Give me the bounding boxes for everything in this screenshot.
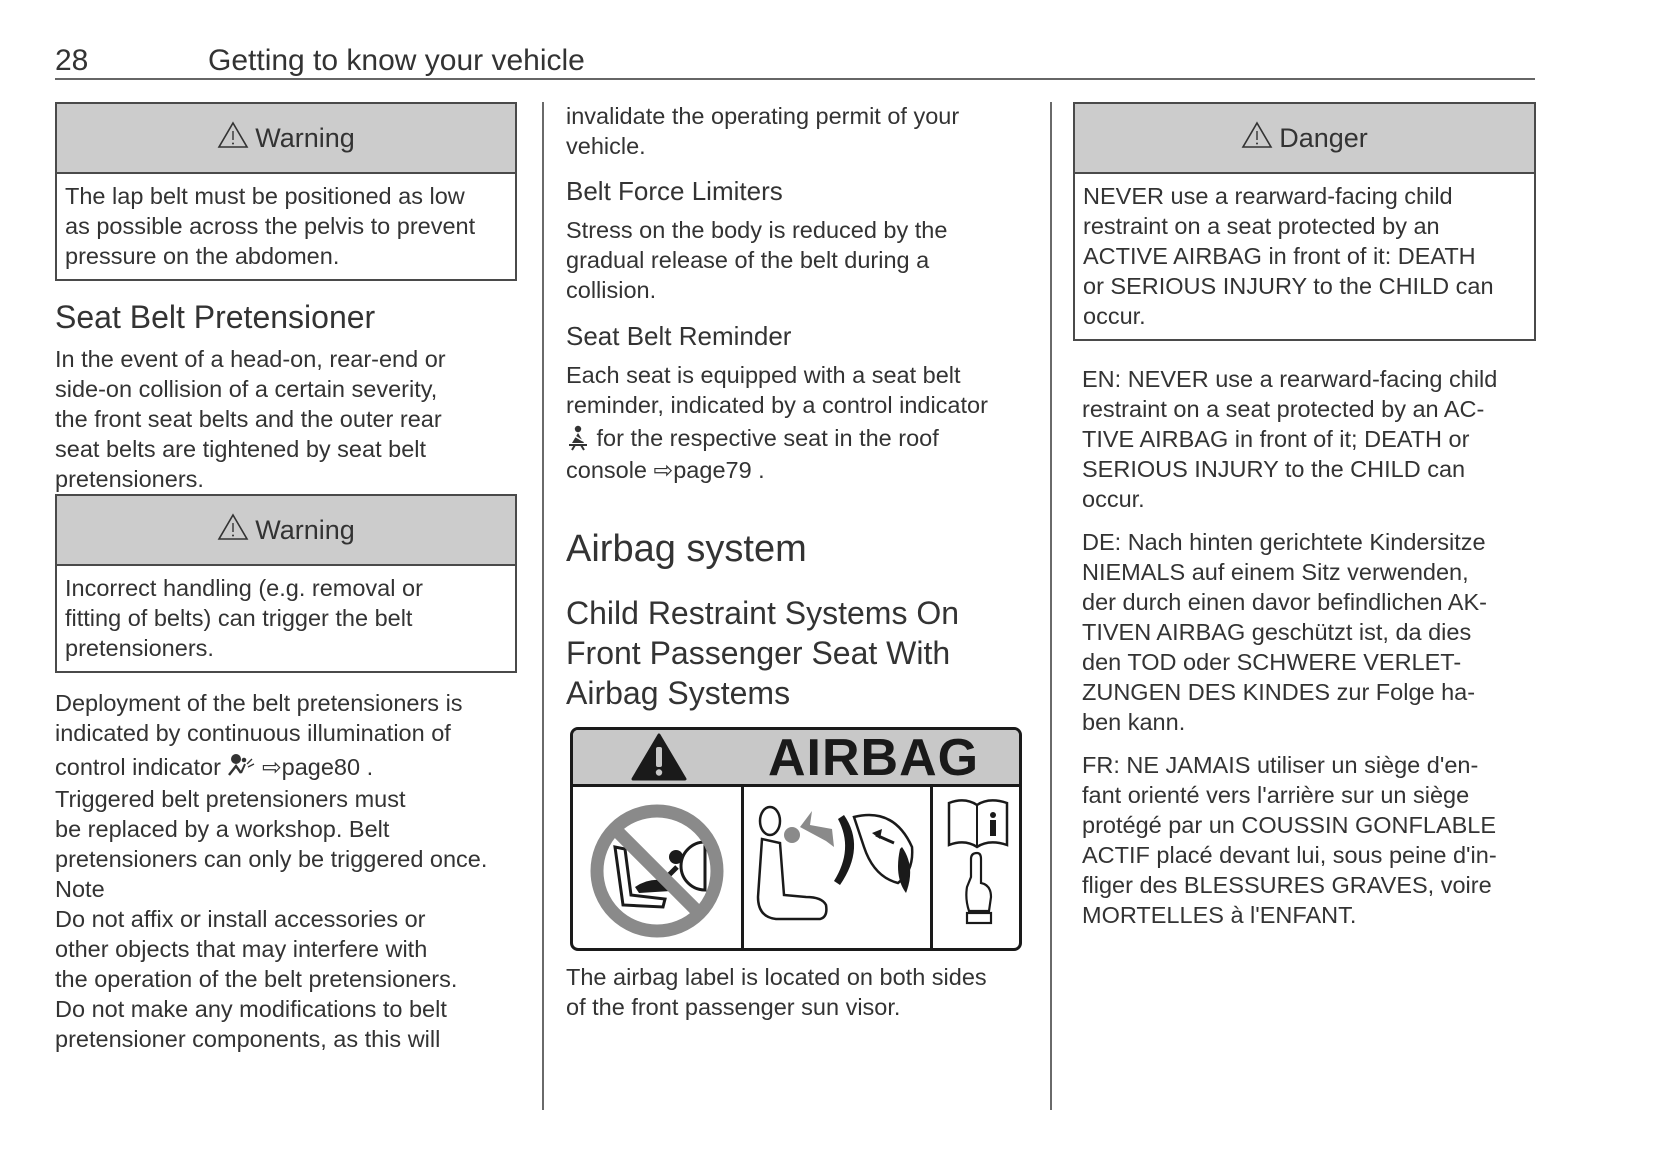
text-line: or SERIOUS INJURY to the CHILD can bbox=[1083, 273, 1494, 299]
text-line: the front seat belts and the outer rear bbox=[55, 406, 442, 432]
warning-box-body bbox=[57, 566, 515, 669]
text-line: as possible across the pelvis to prevent bbox=[65, 213, 476, 239]
page-reference-link[interactable]: page80 bbox=[281, 754, 361, 780]
pretensioner-paragraph bbox=[55, 344, 525, 494]
text-line: EN: NEVER use a rearward-facing child bbox=[1082, 366, 1498, 392]
text-line: collision. bbox=[566, 277, 657, 303]
airbag-label-header bbox=[573, 730, 1019, 787]
airbag-label-title: AIRBAG bbox=[768, 729, 980, 787]
text-line: MORTELLES à l'ENFANT. bbox=[1082, 902, 1357, 928]
airbag-deploy-seat-icon bbox=[744, 787, 933, 950]
text-line: TIVE AIRBAG in front of it; DEATH or bbox=[1082, 426, 1470, 452]
warning-fr bbox=[1082, 750, 1542, 930]
text-fragment: control indicator bbox=[55, 754, 221, 780]
no-rear-facing-child-seat-icon bbox=[573, 787, 744, 950]
page-number: 28 bbox=[55, 44, 89, 77]
warning-de bbox=[1082, 527, 1542, 737]
danger-box-header bbox=[1075, 104, 1534, 174]
text-line: pretensioners. bbox=[65, 635, 214, 661]
deployment-paragraph bbox=[55, 688, 535, 1054]
warning-box-body bbox=[57, 174, 515, 277]
text-line: NEVER use a rearward-facing child bbox=[1083, 183, 1453, 209]
section-heading-seat-belt-pretensioner: Seat Belt Pretensioner bbox=[55, 299, 376, 335]
text-line: fitting of belts) can trigger the belt bbox=[65, 605, 413, 631]
text-fragment: . bbox=[360, 754, 374, 780]
warning-title: Warning bbox=[255, 122, 355, 153]
page-reference-link[interactable]: page79 bbox=[673, 456, 752, 483]
text-line: pretensioners can only be triggered once. bbox=[55, 846, 488, 873]
warning-box-header bbox=[57, 496, 515, 566]
warning-en bbox=[1082, 364, 1542, 514]
text-line: the operation of the belt pretensioners. bbox=[55, 966, 458, 993]
column-divider-1 bbox=[542, 102, 544, 1110]
airbag-label-caption bbox=[566, 962, 1046, 1022]
warning-title: Warning bbox=[255, 514, 355, 545]
text-line: seat belts are tightened by seat belt bbox=[55, 436, 427, 462]
text-line: ben kann. bbox=[1082, 709, 1186, 735]
text-line: invalidate the operating permit of your bbox=[566, 103, 960, 129]
text-line: Incorrect handling (e.g. removal or bbox=[65, 575, 423, 601]
text-line: restraint on a seat protected by an AC- bbox=[1082, 396, 1485, 422]
danger-box bbox=[1073, 102, 1536, 341]
column-divider-2 bbox=[1050, 102, 1052, 1110]
reminder-paragraph bbox=[566, 360, 1046, 485]
text-line: Triggered belt pretensioners must bbox=[55, 786, 406, 813]
text-fragment: for the respective seat in the roof bbox=[590, 425, 939, 451]
text-line: Do not make any modifications to belt bbox=[55, 996, 447, 1023]
text-line: gradual release of the belt during a bbox=[566, 247, 930, 273]
section-heading-child-restraint bbox=[566, 593, 1046, 713]
text-fragment: . bbox=[751, 456, 765, 483]
heading-line: Airbag Systems bbox=[566, 675, 791, 711]
text-line: fliger des BLESSURES GRAVES, voire bbox=[1082, 872, 1492, 898]
warning-box-lap-belt bbox=[55, 102, 517, 281]
heading-line: Child Restraint Systems On bbox=[566, 595, 960, 631]
page-title: Getting to know your vehicle bbox=[208, 44, 585, 77]
text-line: ACTIVE AIRBAG in front of it: DEATH bbox=[1083, 243, 1476, 269]
danger-title: Danger bbox=[1279, 122, 1368, 153]
text-line: ACTIF placé devant lui, sous peine d'in- bbox=[1082, 842, 1497, 868]
chapter-heading-airbag-system: Airbag system bbox=[566, 528, 807, 570]
text-line: of the front passenger sun visor. bbox=[566, 994, 901, 1020]
text-line: Each seat is equipped with a seat belt bbox=[566, 362, 961, 388]
reminder-icon-line bbox=[566, 423, 1046, 455]
read-manual-icon bbox=[933, 787, 1022, 950]
heading-line: Front Passenger Seat With bbox=[566, 635, 951, 671]
text-line: be replaced by a workshop. Belt bbox=[55, 816, 390, 843]
multilingual-warnings bbox=[1082, 364, 1542, 943]
text-line: den TOD oder SCHWERE VERLET- bbox=[1082, 649, 1462, 675]
text-line: TIVEN AIRBAG geschützt ist, da dies bbox=[1082, 619, 1472, 645]
text-line: pretensioner components, as this will bbox=[55, 1026, 441, 1053]
warning-triangle-icon bbox=[1241, 121, 1273, 156]
continued-paragraph bbox=[566, 101, 1036, 161]
text-line: indicated by continuous illumination of bbox=[55, 720, 451, 746]
text-line: occur. bbox=[1082, 486, 1145, 512]
text-line: ZUNGEN DES KINDES zur Folge ha- bbox=[1082, 679, 1476, 705]
text-line: Stress on the body is reduced by the bbox=[566, 217, 948, 243]
airbag-indicator-icon bbox=[227, 753, 255, 784]
text-fragment: console bbox=[566, 456, 654, 483]
text-line: der durch einen davor befindlichen AK- bbox=[1082, 589, 1487, 615]
text-line: side-on collision of a certain severity, bbox=[55, 376, 438, 402]
warning-triangle-icon bbox=[217, 513, 249, 548]
warning-box-header bbox=[57, 104, 515, 174]
control-indicator-line bbox=[55, 752, 535, 784]
text-line: In the event of a head-on, rear-end or bbox=[55, 346, 446, 372]
text-line: Do not affix or install accessories or bbox=[55, 906, 426, 933]
reminder-ref-line bbox=[566, 455, 1046, 485]
section-heading-seat-belt-reminder: Seat Belt Reminder bbox=[566, 321, 792, 351]
section-heading-belt-force-limiters: Belt Force Limiters bbox=[566, 176, 783, 206]
seat-belt-reminder-icon bbox=[566, 425, 590, 455]
force-limiters-paragraph bbox=[566, 215, 1036, 305]
text-line: The airbag label is located on both sides bbox=[566, 964, 987, 990]
text-line: other objects that may interfere with bbox=[55, 936, 428, 963]
header-rule bbox=[55, 78, 1535, 80]
text-line: pressure on the abdomen. bbox=[65, 243, 340, 269]
text-line: DE: Nach hinten gerichtete Kindersitze bbox=[1082, 529, 1486, 555]
text-line: SERIOUS INJURY to the CHILD can bbox=[1082, 456, 1466, 482]
text-line: Deployment of the belt pretensioners is bbox=[55, 690, 463, 716]
warning-triangle-icon bbox=[631, 733, 687, 786]
text-line: occur. bbox=[1083, 303, 1146, 329]
text-line: reminder, indicated by a control indicator bbox=[566, 392, 988, 418]
text-line: restraint on a seat protected by an bbox=[1083, 213, 1440, 239]
warning-triangle-icon bbox=[217, 121, 249, 156]
text-line: pretensioners. bbox=[55, 466, 204, 492]
airbag-label-pictograms bbox=[573, 787, 1019, 950]
warning-box-incorrect-handling bbox=[55, 494, 517, 673]
note-label: Note bbox=[55, 876, 105, 903]
page-link-arrow-icon: ⇨ bbox=[261, 754, 282, 780]
airbag-warning-label bbox=[570, 727, 1022, 951]
text-line: protégé par un COUSSIN GONFLABLE bbox=[1082, 812, 1497, 838]
text-line: The lap belt must be positioned as low bbox=[65, 183, 465, 209]
text-line: FR: NE JAMAIS utiliser un siège d'en- bbox=[1082, 752, 1479, 778]
page-link-arrow-icon: ⇨ bbox=[653, 456, 674, 483]
text-line: NIEMALS auf einem Sitz verwenden, bbox=[1082, 559, 1469, 585]
text-line: fant orienté vers l'arrière sur un siège bbox=[1082, 782, 1470, 808]
danger-box-body bbox=[1075, 174, 1534, 337]
text-line: vehicle. bbox=[566, 133, 646, 159]
